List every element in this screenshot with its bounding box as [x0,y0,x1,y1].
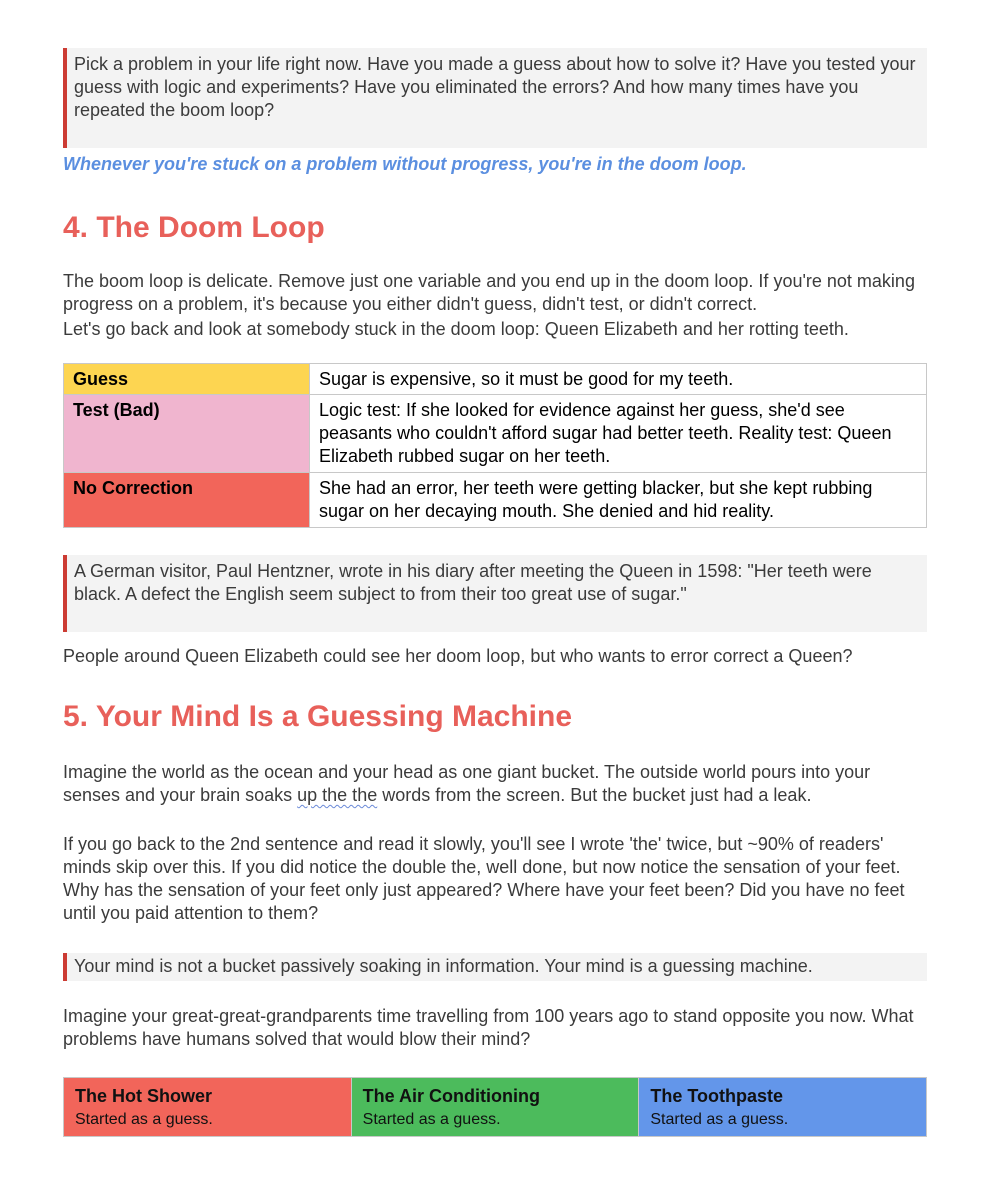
table-label-cell: Guess [64,364,310,395]
document-body [63,48,927,1137]
paragraph-grandparents: Imagine your great-great-grandparents time travelling from 100 years ago to stand opposite you now. What problems have humans solved that would blow their mind? [63,1006,914,1049]
section-heading-guessing-machine: 5. Your Mind Is a Guessing Machine [63,700,573,733]
blockquote-text: Pick a problem in your life right now. Have you made a guess about how to solve it? Have you tested your guess with logic and experiments? Have you eliminated the errors? And how many times have you repeated the boom loop? [74,54,916,120]
blockquote-guessing-machine [63,953,927,981]
paragraph-doom-loop-intro [63,270,927,341]
blockquote-text: A German visitor, Paul Hentzner, wrote in his diary after meeting the Queen in 1598: "Her teeth were black. A defect the English seem subject to from their too great use of sugar." [74,561,872,604]
paragraph-text: words from the screen. But the bucket just had a leak. [377,785,812,805]
card-title: The Air Conditioning [362,1086,540,1106]
highlight-callout: Whenever you're stuck on a problem without progress, you're in the doom loop. [63,154,747,174]
table-label-cell: No Correction [64,473,310,528]
table-value-cell: Sugar is expensive, so it must be good for my teeth. [310,364,927,395]
paragraph-text-last-line: Let's go back and look at somebody stuck in the doom loop: Queen Elizabeth and her rotting teeth. [63,319,849,339]
card-title: The Hot Shower [75,1086,213,1106]
inventions-table [63,1077,927,1137]
table-value-cell: Logic test: If she looked for evidence against her guess, she'd see peasants who couldn't afford sugar had better teeth. Reality test: Queen Elizabeth rubbed sugar on her teeth. [310,395,927,473]
card-hot-shower [64,1078,352,1136]
card-air-conditioning [352,1078,640,1136]
table-row-no-correction [64,473,927,528]
paragraph-bucket [63,761,927,807]
spellcheck-underlined-text[interactable]: up the the [297,785,378,805]
section-heading-doom-loop: 4. The Doom Loop [63,211,325,244]
card-subtitle: Started as a guess. [650,1111,789,1128]
table-label-cell: Test (Bad) [64,395,310,473]
paragraph-text: Imagine the world as the ocean and your head as one giant bucket. The outside world pours into your senses and your brain soaks [63,762,871,805]
table-row-guess [64,364,927,395]
card-subtitle: Started as a guess. [362,1111,501,1128]
doom-loop-table [63,363,927,528]
paragraph-queen-closing: People around Queen Elizabeth could see her doom loop, but who wants to error correct a Queen? [63,646,853,666]
card-toothpaste [639,1078,926,1136]
card-title: The Toothpaste [650,1086,784,1106]
paragraph-text: The boom loop is delicate. Remove just one variable and you end up in the doom loop. If you're not making progress on a problem, it's because you either didn't guess, didn't test, or didn't correct. [63,271,915,314]
blockquote-hentzner [63,555,927,632]
table-value-cell: She had an error, her teeth were getting blacker, but she kept rubbing sugar on her decaying mouth. She denied and hid reality. [310,473,927,528]
table-row-test [64,395,927,473]
card-subtitle: Started as a guess. [75,1111,213,1128]
paragraph-double-the: If you go back to the 2nd sentence and read it slowly, you'll see I wrote 'the' twice, but ~90% of readers' minds skip over this. If you did notice the double the, well done, but now notice the sensation of your feet. Why has the sensation of your feet only just appeared? Where have your feet been? Did you have no feet until you paid attention to them? [63,834,905,923]
blockquote-text: Your mind is not a bucket passively soaking in information. Your mind is a guessing machine. [74,956,813,976]
blockquote-boom-loop [63,48,927,148]
